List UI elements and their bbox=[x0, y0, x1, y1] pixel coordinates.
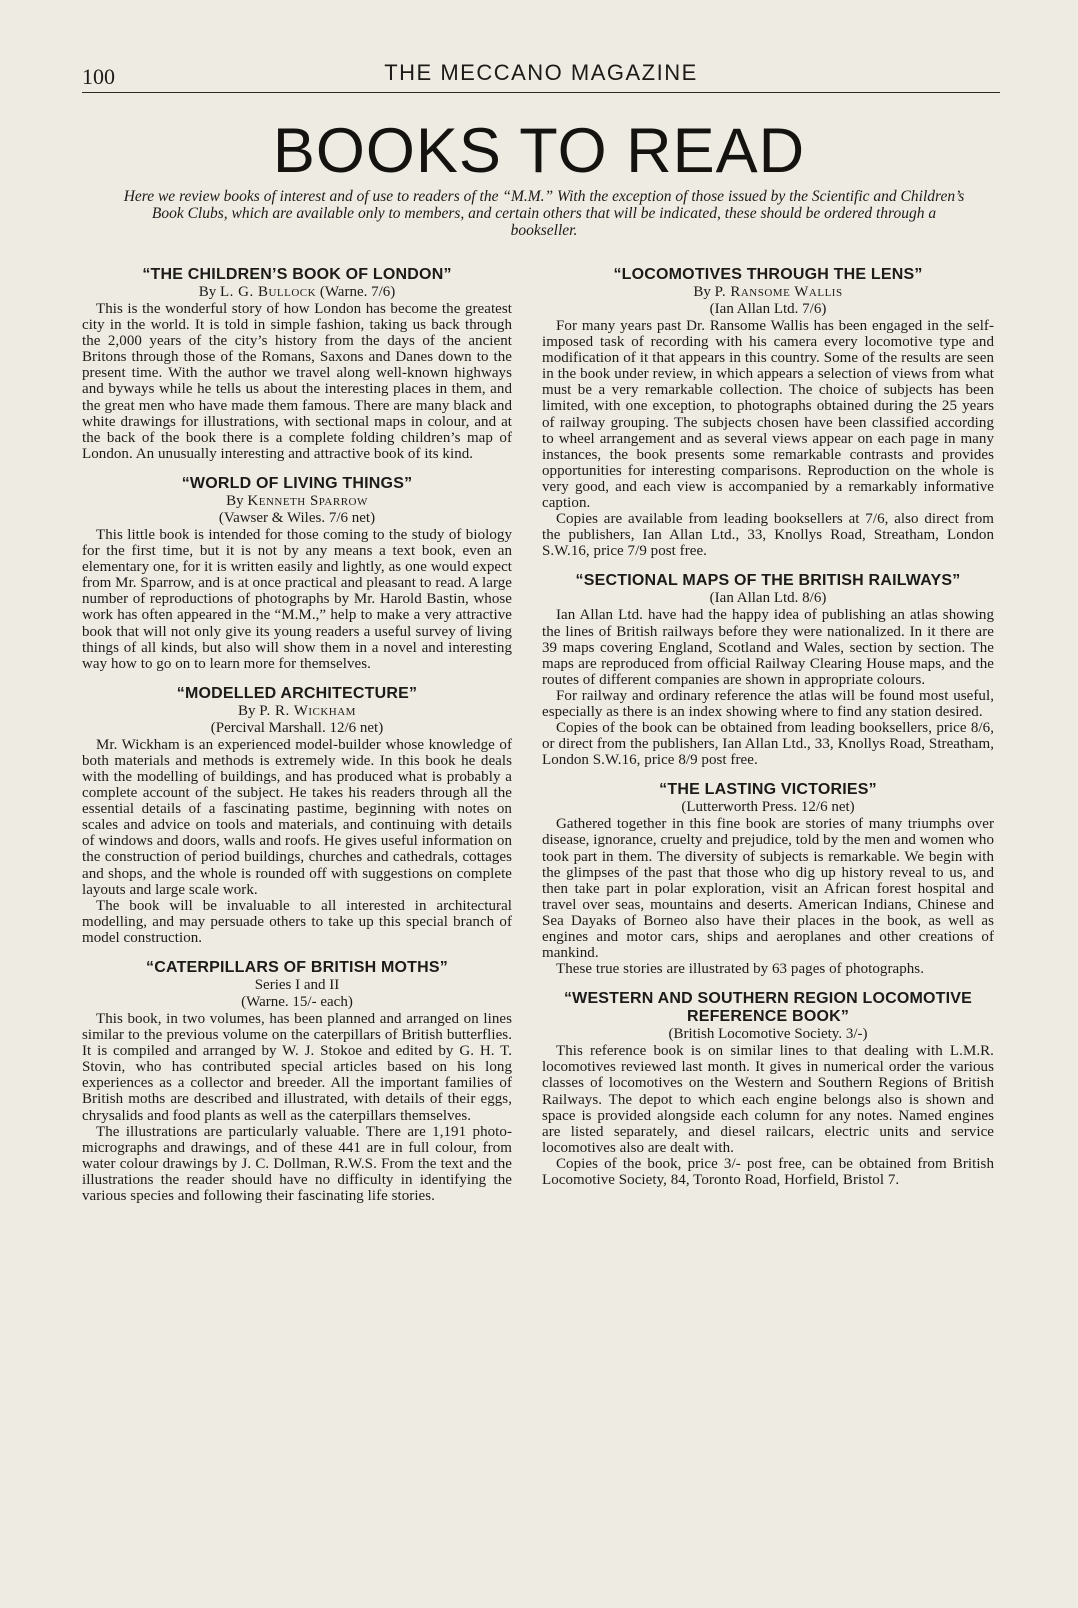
review-title: “THE LASTING VICTORIES” bbox=[659, 781, 877, 799]
review-paragraph: Copies of the book can be obtained from leading booksellers, price 8/6, or direct from the publishers, Ian Allan Ltd., 33, Knollys Road, Streatham, London S.W.16, price 8/9 post free. bbox=[542, 720, 994, 769]
review-title: “MODELLED ARCHITECTURE” bbox=[176, 684, 418, 702]
review-sectional-maps bbox=[542, 572, 994, 768]
review-author: Kenneth Sparrow bbox=[247, 492, 368, 509]
review-byline: By L. G. Bullock (Warne. 7/6) bbox=[198, 284, 396, 300]
review-caterpillars-of-british-moths bbox=[82, 959, 512, 1204]
review-locomotives-through-the-lens bbox=[542, 266, 994, 559]
review-byline: By P. Ransome Wallis bbox=[693, 284, 843, 300]
review-title: “LOCOMOTIVES THROUGH THE LENS” bbox=[613, 266, 923, 283]
review-paragraph: Copies of the book, price 3/- post free, can be obtained from British Locomotive Society, 84, Toronto Road, Horfield, Bristol 7. bbox=[542, 1155, 994, 1189]
review-details: (Percival Marshall. 12/6 net) bbox=[210, 719, 384, 736]
review-details: (Ian Allan Ltd. 8/6) bbox=[709, 590, 827, 607]
review-details: (British Locomotive Society. 3/-) bbox=[668, 1026, 868, 1043]
review-paragraph: Copies are available from leading booksellers at 7/6, also direct from the publishers, Ian Allan Ltd., 33, Knollys Road, Streatham, London S.W.16, price 7/9 post free. bbox=[542, 511, 994, 560]
review-author: P. R. Wickham bbox=[259, 702, 356, 719]
review-title: “THE CHILDREN’S BOOK OF LONDON” bbox=[142, 266, 452, 283]
page-title: BOOKS TO READ bbox=[272, 116, 806, 186]
review-author: P. Ransome Wallis bbox=[714, 284, 843, 300]
review-details: (Warne. 7/6) bbox=[319, 284, 396, 300]
magazine-title: THE MECCANO MAGAZINE bbox=[384, 60, 698, 85]
review-subtitle: Series I and II bbox=[254, 977, 340, 993]
review-details: (Lutterworth Press. 12/6 net) bbox=[681, 799, 855, 816]
left-column bbox=[82, 266, 512, 1217]
review-title: “WORLD OF LIVING THINGS” bbox=[181, 474, 413, 492]
running-header bbox=[82, 58, 1000, 93]
review-paragraph: Mr. Wickham is an experienced model-builder whose knowledge of both materials and methods is extremely wide. In this book he deals with the modelling of buildings, and has produced what is probably a complete account of the subject. He takes his readers through all the essential details of a fascinating pastime, beginning with notes on scales and advice on tools and materials, and continuing with details of windows and doors, walls and roofs. He gives useful information on the construction of period buildings, churches and cathedrals, cottages and shops, and the whole is rounded off with suggestions on complete layouts and large scale work. bbox=[82, 736, 512, 898]
review-paragraph: The book will be invaluable to all interested in architectural modelling, and may persuade others to take up this special branch of model construction. bbox=[82, 897, 512, 946]
review-paragraph: This book, in two volumes, has been planned and arranged on lines similar to the previous volume on the caterpillars of British butterflies. It is compiled and arranged by W. J. Stokoe and edited by G. H. T. Stovin, who has contributed special articles based on his long experiences as a collector and breeder. All the important families of British moths are described and illustrated, with details of their eggs, chrysalids and food plants as well as the caterpillars themselves. bbox=[82, 1011, 512, 1124]
review-title: “SECTIONAL MAPS OF THE BRITISH RAILWAYS” bbox=[575, 572, 961, 590]
review-paragraph: Gathered together in this fine book are stories of many triumphs over disease, ignorance, cruelty and prejudice, told by the men and women who took part in them. The diversity of subjects is remarkable. We begin with the glimpses of the past that those who dig up history reveal to us, and then take part in polar exploration, visit an African forest hospital and travel over seas, mountains and deserts. American Indians, Chinese and Sea Dayaks of Borneo also have their places in the book, as well as engines and motor cars, ships and aeroplanes and other creations of mankind. bbox=[542, 816, 994, 962]
review-author: L. G. Bullock bbox=[219, 284, 317, 300]
review-paragraph: This reference book is on similar lines to that dealing with L.M.R. locomotives reviewed last month. It gives in numerical order the various classes of locomotives on the Western and Southern Regions of British Railways. The depot to which each engine belongs also is shown and space is provided alongside each column for any notes. Named engines are listed separately, and diesel railcars, electric units and service locomotives also are dealt with. bbox=[542, 1043, 994, 1156]
page-number: 100 bbox=[82, 64, 115, 89]
review-title: “WESTERN AND SOUTHERN REGION LOCOMOTIVE REFERENCE BOOK” bbox=[563, 990, 973, 1026]
review-byline: By P. R. Wickham bbox=[238, 702, 356, 719]
review-paragraph: The illustrations are particularly valuable. There are 1,191 photo-micrographs and drawings, and of these 441 are in full colour, from water colour drawings by J. C. Dollman, R.W.S. From the text and the illustrations the reader should have no difficulty in identifying the various species and following their fascinating life stories. bbox=[82, 1123, 512, 1205]
review-paragraph: Ian Allan Ltd. have had the happy idea of publishing an atlas showing the lines of British railways before they were nationalized. In it there are 39 maps covering England, Scotland and Wales, section by section. The maps are reproduced from official Railway Clearing House maps, and the routes of different companies are shown in appropriate colours. bbox=[542, 607, 994, 688]
review-locomotive-reference-book bbox=[542, 990, 994, 1188]
review-details: (Vawser & Wiles. 7/6 net) bbox=[218, 509, 376, 526]
review-childrens-book-of-london bbox=[82, 266, 512, 462]
review-paragraph: These true stories are illustrated by 63 pages of photographs. bbox=[556, 961, 924, 978]
review-title: “CATERPILLARS OF BRITISH MOTHS” bbox=[146, 959, 448, 976]
review-lasting-victories bbox=[542, 781, 994, 977]
review-details: (Ian Allan Ltd. 7/6) bbox=[709, 301, 827, 317]
review-paragraph: For many years past Dr. Ransome Wallis has been engaged in the self-imposed task of recording with his camera every locomotive type and modification of it that appears in this country. Some of the results are seen in the book under review, in which appears a selection of views from what must be a very remarkable collection. The choice of subjects has been limited, with one exception, to photographs obtained during the 25 years of railway grouping. The subjects chosen have been classified according to wheel arrangement and as several views appear on each page in many instances, the book presents some remarkable contrasts and provides opportunities for interesting comparisons. Reproduction on the whole is very good, and each view is accompanied by a remarkably informative caption. bbox=[542, 318, 994, 512]
review-world-of-living-things bbox=[82, 475, 512, 672]
right-column bbox=[542, 266, 994, 1201]
review-paragraph: This little book is intended for those coming to the study of biology for the first time, but it is not by any means a text book, even an elementary one, for it is written easily and lightly, as one would expect from Mr. Sparrow, and is at once practical and pleasant to read. A large number of reproductions of photographs by Mr. Harold Bastin, whose work has often appeared in the “M.M.,” help to make a very attractive book that will not only give its young readers a useful survey of living things of all kinds, but also will show them in a novel and interesting way how to go on to learn more for themselves. bbox=[82, 526, 512, 672]
review-details: (Warne. 15/- each) bbox=[241, 994, 353, 1010]
review-paragraph: For railway and ordinary reference the atlas will be found most useful, especially as there is an index showing where to find any station desired. bbox=[542, 687, 994, 720]
intro-paragraph: Here we review books of interest and of use to readers of the “M.M.” With the exception of those issued by the Scientific and Children’s Book Clubs, which are available only to members, and certain others that will be indicated, these should be ordered through a bookseller. bbox=[123, 188, 965, 239]
review-byline: By Kenneth Sparrow bbox=[226, 492, 368, 509]
review-paragraph: This is the wonderful story of how London has become the greatest city in the world. It is told in simple fashion, taking us back through the 2,000 years of the city’s history from the days of the ancient Britons through those of the Romans, Saxons and Danes down to the present time. With the author we travel along well-known highways and byways while he tells us about the interesting places in them, and the great men who have made them famous. There are many black and white drawings for illustrations, with sectional maps in colour, and at the back of the book there is a complete folding children’s map of London. An unusually interesting and attractive book of its kind. bbox=[82, 301, 512, 462]
review-modelled-architecture bbox=[82, 685, 512, 946]
